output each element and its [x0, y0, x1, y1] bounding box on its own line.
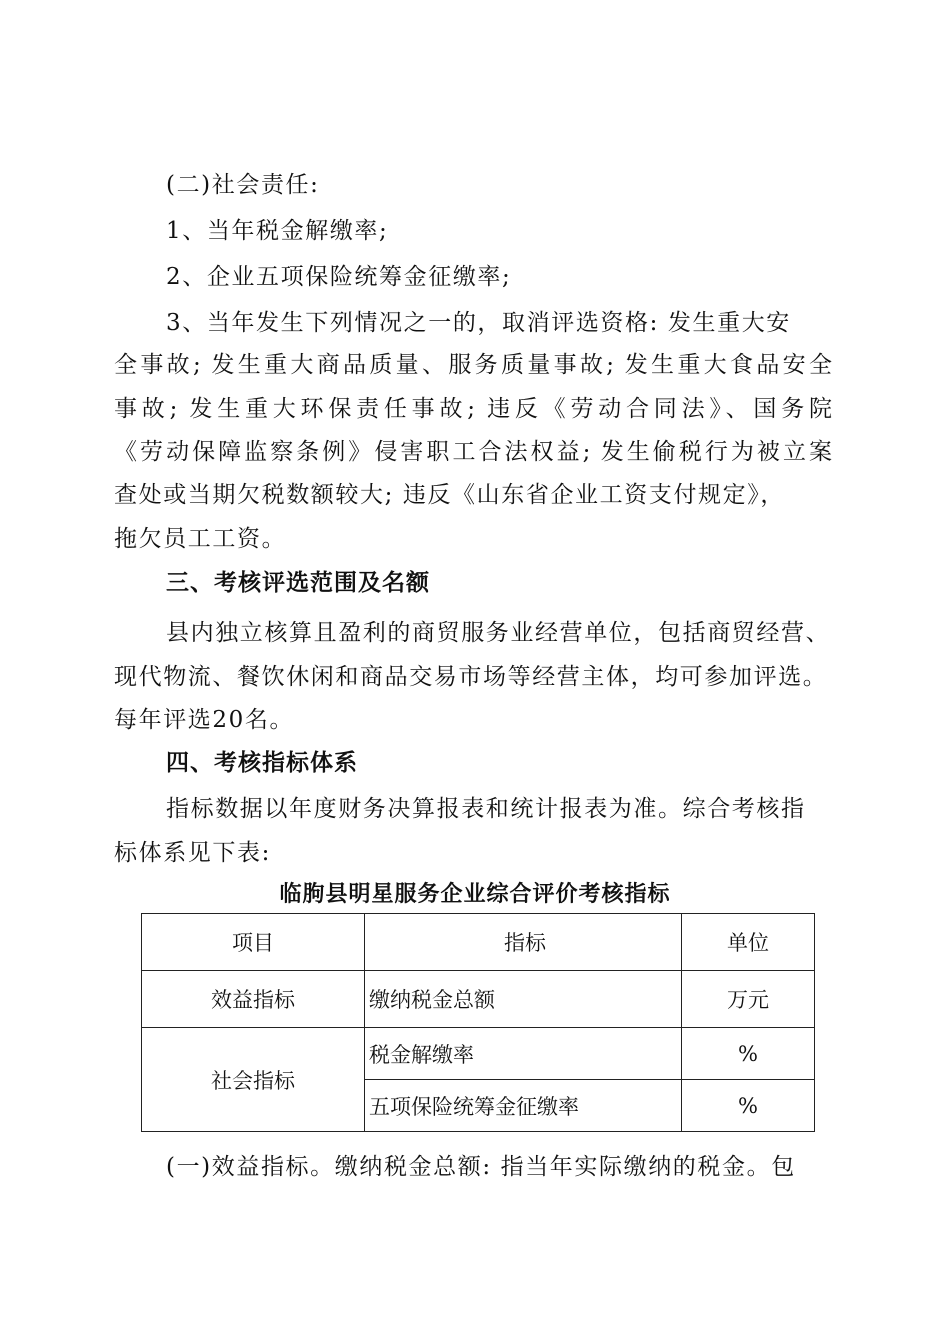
- paragraph-indicator-line-1: 指标数据以年度财务决算报表和统计报表为准。综合考核指: [166, 796, 806, 822]
- table-row: [142, 971, 815, 1028]
- category-cell: 效益指标: [142, 971, 365, 1028]
- paragraph-benefit-indicator: (一)效益指标。缴纳税金总额: 指当年实际缴纳的税金。包: [166, 1154, 796, 1180]
- indicator-cell: 五项保险统筹金征缴率: [365, 1080, 682, 1132]
- paragraph-item-3-line-2: 全事故; 发生重大商品质量、服务质量事故; 发生重大食品安全: [114, 352, 832, 378]
- category-cell: 社会指标: [142, 1028, 365, 1132]
- paragraph-item-3-line-3: 事故; 发生重大环保责任事故; 违反《劳动合同法》、国务院: [114, 396, 832, 422]
- unit-cell: %: [682, 1080, 815, 1132]
- unit-cell: 万元: [682, 971, 815, 1028]
- section-heading-3: 三、考核评选范围及名额: [166, 570, 430, 596]
- indicator-cell: 税金解缴率: [365, 1028, 682, 1080]
- paragraph-item-2: 2、企业五项保险统筹金征缴率;: [166, 264, 512, 290]
- table-title: 临朐县明星服务企业综合评价考核指标: [279, 882, 671, 907]
- paragraph-scope-line-2: 现代物流、餐饮休闲和商品交易市场等经营主体，均可参加评选。: [114, 664, 828, 690]
- unit-cell: %: [682, 1028, 815, 1080]
- paragraph-scope-line-1: 县内独立核算且盈利的商贸服务业经营单位，包括商贸经营、: [166, 620, 831, 646]
- paragraph-item-1: 1、当年税金解缴率;: [166, 218, 389, 244]
- table-header-row: [142, 914, 815, 971]
- header-item: 项目: [142, 914, 365, 971]
- paragraph-social-responsibility: (二)社会责任:: [166, 172, 320, 198]
- paragraph-item-3-line-1: 3、当年发生下列情况之一的，取消评选资格: 发生重大安: [166, 310, 791, 336]
- paragraph-item-3-line-6: 拖欠员工工资。: [114, 526, 287, 552]
- header-unit: 单位: [682, 914, 815, 971]
- paragraph-indicator-line-2: 标体系见下表:: [114, 840, 271, 866]
- paragraph-item-3-line-5: 查处或当期欠税数额较大; 违反《山东省企业工资支付规定》，: [114, 482, 785, 508]
- paragraph-scope-line-3: 每年评选20名。: [114, 707, 295, 733]
- indicator-cell: 缴纳税金总额: [365, 971, 682, 1028]
- table-row: [142, 1028, 815, 1080]
- header-indicator: 指标: [365, 914, 682, 971]
- paragraph-item-3-line-4: 《劳动保障监察条例》侵害职工合法权益; 发生偷税行为被立案: [114, 439, 832, 465]
- metrics-table: [141, 913, 815, 1132]
- section-heading-4: 四、考核指标体系: [166, 750, 358, 776]
